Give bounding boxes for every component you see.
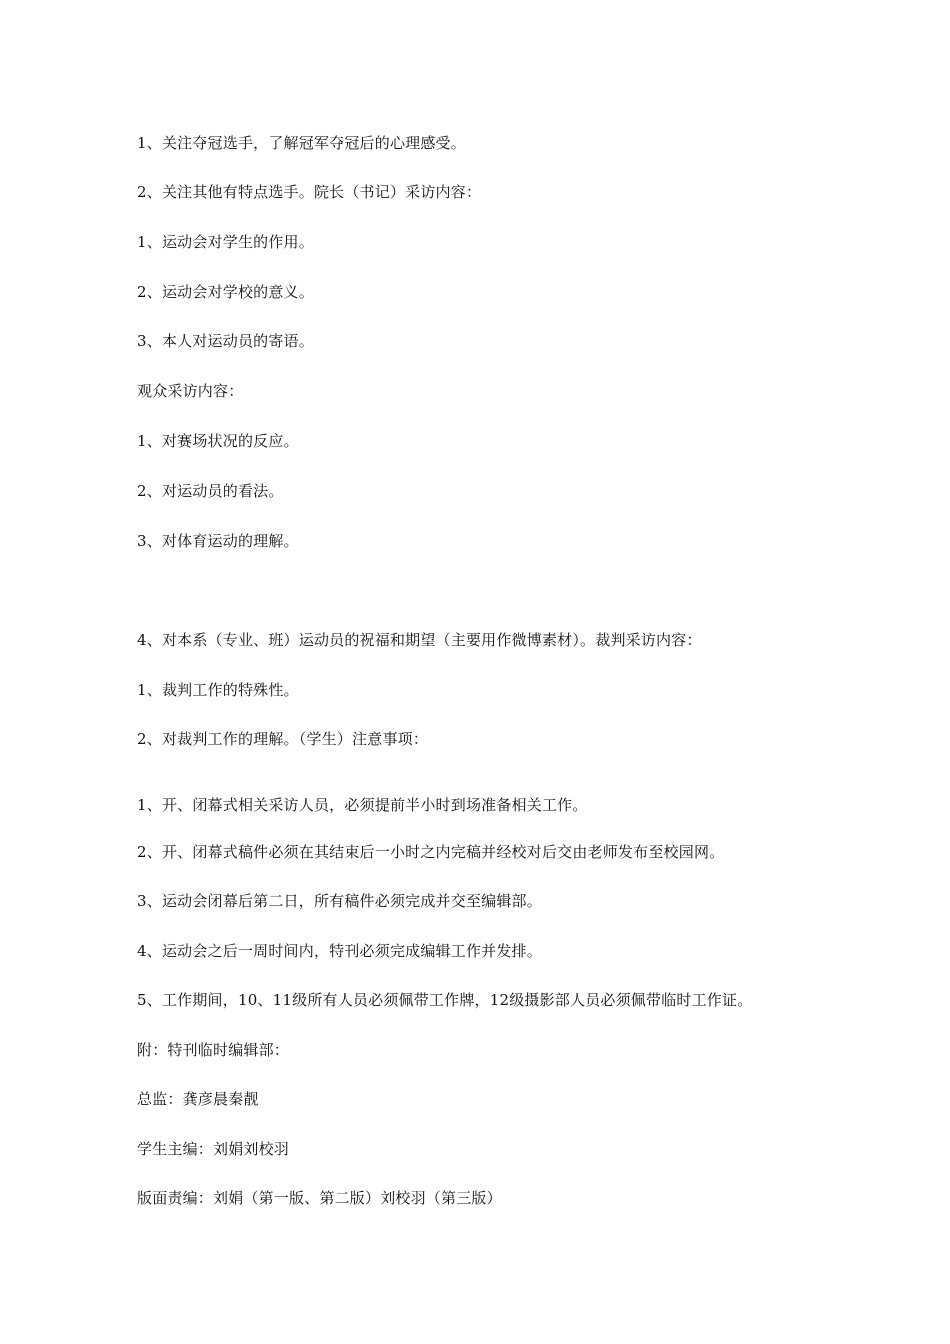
text-line: 版面责编：刘娟（第一版、第二版）刘校羽（第三版） xyxy=(137,1189,502,1207)
text-line: 2、对裁判工作的理解。（学生）注意事项： xyxy=(137,730,429,748)
text-line: 5、工作期间，10、11级所有人员必须佩带工作牌，12级摄影部人员必须佩带临时工作证。 xyxy=(137,991,753,1009)
text-line: 1、裁判工作的特殊性。 xyxy=(137,681,299,699)
text-line: 2、开、闭幕式稿件必须在其结束后一小时之内完稿并经校对后交由老师发布至校园网。 xyxy=(137,843,725,861)
text-line: 1、开、闭幕式相关采访人员，必须提前半小时到场准备相关工作。 xyxy=(137,796,588,814)
text-line: 学生主编：刘娟刘校羽 xyxy=(137,1140,290,1158)
text-line: 4、运动会之后一周时间内，特刊必须完成编辑工作并发排。 xyxy=(137,942,542,960)
text-line: 1、运动会对学生的作用。 xyxy=(137,233,314,251)
text-line: 4、对本系（专业、班）运动员的祝福和期望（主要用作微博素材）。裁判采访内容： xyxy=(137,631,702,649)
text-line: 2、对运动员的看法。 xyxy=(137,482,284,500)
text-line: 2、运动会对学校的意义。 xyxy=(137,283,314,301)
text-line: 观众采访内容： xyxy=(137,382,244,400)
text-line: 1、对赛场状况的反应。 xyxy=(137,432,299,450)
text-line: 1、关注夺冠选手，了解冠军夺冠后的心理感受。 xyxy=(137,134,466,152)
text-line: 3、对体育运动的理解。 xyxy=(137,532,299,550)
text-line: 3、本人对运动员的寄语。 xyxy=(137,332,314,350)
text-line: 2、关注其他有特点选手。院长（书记）采访内容： xyxy=(137,183,482,201)
text-line: 3、运动会闭幕后第二日，所有稿件必须完成并交至编辑部。 xyxy=(137,892,542,910)
text-line: 总监：龚彦晨秦靓 xyxy=(137,1090,259,1108)
text-line: 附：特刊临时编辑部： xyxy=(137,1041,290,1059)
